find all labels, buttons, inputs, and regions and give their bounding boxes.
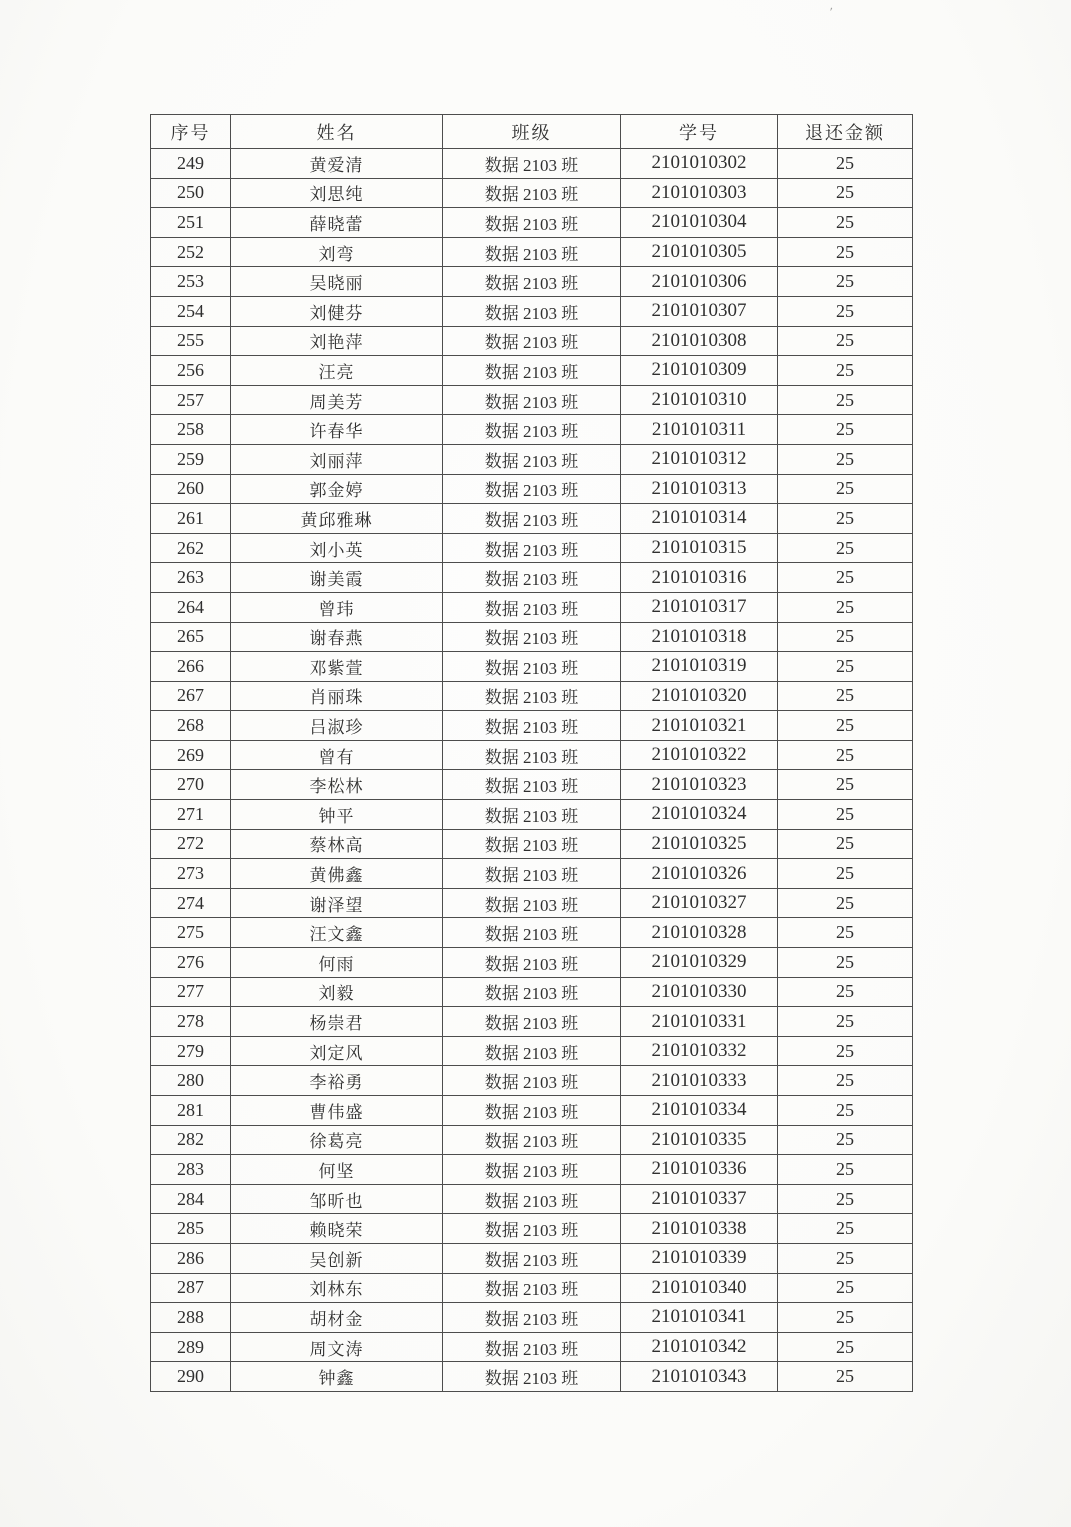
cell-seq: 281 — [151, 1096, 231, 1126]
cell-name: 刘毅 — [231, 977, 443, 1007]
cell-student-id: 2101010322 — [621, 740, 778, 770]
cell-seq: 252 — [151, 237, 231, 267]
cell-student-id: 2101010306 — [621, 267, 778, 297]
cell-amount: 25 — [778, 444, 913, 474]
cell-class: 数据 2103 班 — [443, 208, 621, 238]
cell-student-id: 2101010325 — [621, 829, 778, 859]
table-row — [151, 829, 913, 859]
cell-seq: 255 — [151, 326, 231, 356]
cell-name: 胡材金 — [231, 1303, 443, 1333]
cell-seq: 267 — [151, 681, 231, 711]
cell-amount: 25 — [778, 859, 913, 889]
column-header-name: 姓名 — [231, 115, 443, 149]
table-row — [151, 1214, 913, 1244]
table-header-row — [151, 115, 913, 149]
cell-seq: 260 — [151, 474, 231, 504]
cell-name: 吴晓丽 — [231, 267, 443, 297]
table-row — [151, 356, 913, 386]
table-row — [151, 1066, 913, 1096]
cell-seq: 259 — [151, 444, 231, 474]
cell-name: 刘丽萍 — [231, 444, 443, 474]
cell-student-id: 2101010305 — [621, 237, 778, 267]
cell-class: 数据 2103 班 — [443, 237, 621, 267]
table-row — [151, 474, 913, 504]
cell-amount: 25 — [778, 1303, 913, 1333]
cell-amount: 25 — [778, 918, 913, 948]
cell-name: 吕淑珍 — [231, 711, 443, 741]
cell-amount: 25 — [778, 1184, 913, 1214]
cell-name: 刘弯 — [231, 237, 443, 267]
cell-class: 数据 2103 班 — [443, 1273, 621, 1303]
table-row — [151, 237, 913, 267]
cell-amount: 25 — [778, 296, 913, 326]
cell-seq: 287 — [151, 1273, 231, 1303]
cell-name: 蔡林高 — [231, 829, 443, 859]
cell-amount: 25 — [778, 1036, 913, 1066]
table-row — [151, 592, 913, 622]
table-row — [151, 918, 913, 948]
table-row — [151, 1036, 913, 1066]
cell-class: 数据 2103 班 — [443, 1096, 621, 1126]
cell-class: 数据 2103 班 — [443, 770, 621, 800]
cell-seq: 283 — [151, 1155, 231, 1185]
cell-seq: 263 — [151, 563, 231, 593]
cell-class: 数据 2103 班 — [443, 385, 621, 415]
cell-class: 数据 2103 班 — [443, 652, 621, 682]
cell-student-id: 2101010317 — [621, 592, 778, 622]
cell-student-id: 2101010342 — [621, 1332, 778, 1362]
cell-seq: 261 — [151, 504, 231, 534]
cell-amount: 25 — [778, 711, 913, 741]
cell-seq: 290 — [151, 1362, 231, 1392]
table-row — [151, 740, 913, 770]
table-row — [151, 652, 913, 682]
cell-amount: 25 — [778, 1273, 913, 1303]
cell-amount: 25 — [778, 740, 913, 770]
cell-amount: 25 — [778, 1332, 913, 1362]
table-row — [151, 296, 913, 326]
cell-student-id: 2101010307 — [621, 296, 778, 326]
cell-seq: 254 — [151, 296, 231, 326]
cell-name: 刘小英 — [231, 533, 443, 563]
cell-class: 数据 2103 班 — [443, 415, 621, 445]
cell-name: 许春华 — [231, 415, 443, 445]
table-row — [151, 1362, 913, 1392]
cell-student-id: 2101010309 — [621, 356, 778, 386]
cell-seq: 265 — [151, 622, 231, 652]
cell-seq: 276 — [151, 948, 231, 978]
cell-name: 李裕勇 — [231, 1066, 443, 1096]
table-row — [151, 533, 913, 563]
cell-name: 谢泽望 — [231, 888, 443, 918]
cell-class: 数据 2103 班 — [443, 444, 621, 474]
cell-seq: 286 — [151, 1243, 231, 1273]
cell-seq: 272 — [151, 829, 231, 859]
cell-seq: 284 — [151, 1184, 231, 1214]
cell-name: 薛晓蕾 — [231, 208, 443, 238]
cell-student-id: 2101010329 — [621, 948, 778, 978]
table-row — [151, 385, 913, 415]
table-row — [151, 977, 913, 1007]
cell-amount: 25 — [778, 888, 913, 918]
cell-student-id: 2101010314 — [621, 504, 778, 534]
cell-seq: 270 — [151, 770, 231, 800]
cell-student-id: 2101010304 — [621, 208, 778, 238]
cell-name: 谢美霞 — [231, 563, 443, 593]
table-row — [151, 1243, 913, 1273]
cell-seq: 269 — [151, 740, 231, 770]
cell-student-id: 2101010303 — [621, 178, 778, 208]
cell-seq: 271 — [151, 800, 231, 830]
cell-seq: 274 — [151, 888, 231, 918]
cell-seq: 253 — [151, 267, 231, 297]
scan-artifact-speck: ' — [826, 4, 834, 20]
table-row — [151, 178, 913, 208]
cell-name: 刘健芬 — [231, 296, 443, 326]
cell-class: 数据 2103 班 — [443, 740, 621, 770]
cell-name: 汪文鑫 — [231, 918, 443, 948]
cell-seq: 278 — [151, 1007, 231, 1037]
cell-seq: 277 — [151, 977, 231, 1007]
cell-amount: 25 — [778, 800, 913, 830]
cell-class: 数据 2103 班 — [443, 356, 621, 386]
cell-name: 杨崇君 — [231, 1007, 443, 1037]
cell-name: 肖丽珠 — [231, 681, 443, 711]
cell-class: 数据 2103 班 — [443, 1125, 621, 1155]
cell-student-id: 2101010316 — [621, 563, 778, 593]
table-row — [151, 415, 913, 445]
cell-amount: 25 — [778, 977, 913, 1007]
cell-student-id: 2101010311 — [621, 415, 778, 445]
cell-seq: 279 — [151, 1036, 231, 1066]
cell-amount: 25 — [778, 681, 913, 711]
cell-student-id: 2101010335 — [621, 1125, 778, 1155]
cell-amount: 25 — [778, 1362, 913, 1392]
cell-class: 数据 2103 班 — [443, 918, 621, 948]
table-row — [151, 1096, 913, 1126]
column-header-student-id: 学号 — [621, 115, 778, 149]
table-row — [151, 859, 913, 889]
cell-name: 刘艳萍 — [231, 326, 443, 356]
cell-class: 数据 2103 班 — [443, 296, 621, 326]
cell-seq: 264 — [151, 592, 231, 622]
cell-class: 数据 2103 班 — [443, 592, 621, 622]
table-row — [151, 622, 913, 652]
table-row — [151, 800, 913, 830]
cell-amount: 25 — [778, 149, 913, 179]
cell-amount: 25 — [778, 1214, 913, 1244]
cell-amount: 25 — [778, 1125, 913, 1155]
cell-amount: 25 — [778, 237, 913, 267]
student-refund-table — [150, 114, 913, 1392]
cell-class: 数据 2103 班 — [443, 948, 621, 978]
cell-amount: 25 — [778, 385, 913, 415]
cell-amount: 25 — [778, 1155, 913, 1185]
cell-amount: 25 — [778, 770, 913, 800]
cell-amount: 25 — [778, 1243, 913, 1273]
cell-name: 曾玮 — [231, 592, 443, 622]
cell-class: 数据 2103 班 — [443, 711, 621, 741]
cell-name: 何坚 — [231, 1155, 443, 1185]
cell-amount: 25 — [778, 829, 913, 859]
cell-seq: 262 — [151, 533, 231, 563]
cell-amount: 25 — [778, 592, 913, 622]
table-row — [151, 208, 913, 238]
cell-student-id: 2101010312 — [621, 444, 778, 474]
cell-class: 数据 2103 班 — [443, 504, 621, 534]
cell-student-id: 2101010333 — [621, 1066, 778, 1096]
table-row — [151, 711, 913, 741]
cell-amount: 25 — [778, 267, 913, 297]
cell-amount: 25 — [778, 474, 913, 504]
cell-student-id: 2101010340 — [621, 1273, 778, 1303]
table-row — [151, 681, 913, 711]
cell-student-id: 2101010332 — [621, 1036, 778, 1066]
cell-class: 数据 2103 班 — [443, 829, 621, 859]
table-row — [151, 563, 913, 593]
cell-student-id: 2101010326 — [621, 859, 778, 889]
cell-name: 黄佛鑫 — [231, 859, 443, 889]
cell-student-id: 2101010302 — [621, 149, 778, 179]
cell-name: 黄爱清 — [231, 149, 443, 179]
cell-seq: 257 — [151, 385, 231, 415]
cell-student-id: 2101010321 — [621, 711, 778, 741]
cell-class: 数据 2103 班 — [443, 1066, 621, 1096]
cell-name: 刘思纯 — [231, 178, 443, 208]
cell-class: 数据 2103 班 — [443, 533, 621, 563]
cell-name: 邹昕也 — [231, 1184, 443, 1214]
cell-student-id: 2101010343 — [621, 1362, 778, 1392]
table-row — [151, 504, 913, 534]
cell-student-id: 2101010339 — [621, 1243, 778, 1273]
cell-name: 李松林 — [231, 770, 443, 800]
cell-class: 数据 2103 班 — [443, 1243, 621, 1273]
cell-student-id: 2101010315 — [621, 533, 778, 563]
cell-seq: 285 — [151, 1214, 231, 1244]
table-row — [151, 1303, 913, 1333]
cell-amount: 25 — [778, 356, 913, 386]
table-body — [151, 149, 913, 1392]
cell-name: 汪亮 — [231, 356, 443, 386]
cell-class: 数据 2103 班 — [443, 1155, 621, 1185]
cell-seq: 250 — [151, 178, 231, 208]
cell-seq: 275 — [151, 918, 231, 948]
cell-student-id: 2101010330 — [621, 977, 778, 1007]
cell-name: 吴创新 — [231, 1243, 443, 1273]
cell-name: 刘林东 — [231, 1273, 443, 1303]
cell-seq: 280 — [151, 1066, 231, 1096]
cell-class: 数据 2103 班 — [443, 267, 621, 297]
cell-name: 何雨 — [231, 948, 443, 978]
cell-amount: 25 — [778, 178, 913, 208]
cell-student-id: 2101010308 — [621, 326, 778, 356]
cell-name: 邓紫萱 — [231, 652, 443, 682]
cell-student-id: 2101010323 — [621, 770, 778, 800]
cell-student-id: 2101010334 — [621, 1096, 778, 1126]
cell-amount: 25 — [778, 504, 913, 534]
cell-name: 谢春燕 — [231, 622, 443, 652]
cell-name: 徐葛亮 — [231, 1125, 443, 1155]
cell-class: 数据 2103 班 — [443, 178, 621, 208]
table-row — [151, 1155, 913, 1185]
cell-amount: 25 — [778, 1096, 913, 1126]
cell-student-id: 2101010336 — [621, 1155, 778, 1185]
table-row — [151, 1184, 913, 1214]
cell-name: 钟平 — [231, 800, 443, 830]
cell-amount: 25 — [778, 326, 913, 356]
table-row — [151, 888, 913, 918]
cell-seq: 249 — [151, 149, 231, 179]
cell-name: 郭金婷 — [231, 474, 443, 504]
table-row — [151, 770, 913, 800]
cell-student-id: 2101010318 — [621, 622, 778, 652]
cell-name: 周文涛 — [231, 1332, 443, 1362]
column-header-seq: 序号 — [151, 115, 231, 149]
cell-student-id: 2101010328 — [621, 918, 778, 948]
cell-name: 黄邱雅琳 — [231, 504, 443, 534]
cell-class: 数据 2103 班 — [443, 326, 621, 356]
cell-amount: 25 — [778, 563, 913, 593]
cell-amount: 25 — [778, 948, 913, 978]
cell-name: 曾有 — [231, 740, 443, 770]
cell-amount: 25 — [778, 208, 913, 238]
cell-seq: 256 — [151, 356, 231, 386]
cell-name: 周美芳 — [231, 385, 443, 415]
cell-class: 数据 2103 班 — [443, 977, 621, 1007]
cell-class: 数据 2103 班 — [443, 888, 621, 918]
cell-seq: 268 — [151, 711, 231, 741]
cell-class: 数据 2103 班 — [443, 1362, 621, 1392]
table-row — [151, 326, 913, 356]
cell-student-id: 2101010338 — [621, 1214, 778, 1244]
table-row — [151, 1007, 913, 1037]
cell-student-id: 2101010341 — [621, 1303, 778, 1333]
cell-class: 数据 2103 班 — [443, 1184, 621, 1214]
cell-student-id: 2101010337 — [621, 1184, 778, 1214]
cell-student-id: 2101010324 — [621, 800, 778, 830]
cell-seq: 251 — [151, 208, 231, 238]
cell-class: 数据 2103 班 — [443, 1007, 621, 1037]
cell-seq: 289 — [151, 1332, 231, 1362]
cell-amount: 25 — [778, 533, 913, 563]
cell-seq: 258 — [151, 415, 231, 445]
cell-name: 刘定风 — [231, 1036, 443, 1066]
cell-student-id: 2101010313 — [621, 474, 778, 504]
cell-student-id: 2101010320 — [621, 681, 778, 711]
table-row — [151, 1125, 913, 1155]
table-row — [151, 267, 913, 297]
cell-name: 曹伟盛 — [231, 1096, 443, 1126]
cell-class: 数据 2103 班 — [443, 149, 621, 179]
cell-class: 数据 2103 班 — [443, 474, 621, 504]
cell-class: 数据 2103 班 — [443, 1303, 621, 1333]
cell-class: 数据 2103 班 — [443, 1332, 621, 1362]
cell-seq: 266 — [151, 652, 231, 682]
cell-seq: 288 — [151, 1303, 231, 1333]
cell-amount: 25 — [778, 622, 913, 652]
cell-class: 数据 2103 班 — [443, 563, 621, 593]
cell-name: 赖晓荣 — [231, 1214, 443, 1244]
cell-student-id: 2101010319 — [621, 652, 778, 682]
cell-amount: 25 — [778, 1066, 913, 1096]
cell-seq: 282 — [151, 1125, 231, 1155]
table-row — [151, 948, 913, 978]
table-row — [151, 1273, 913, 1303]
cell-amount: 25 — [778, 652, 913, 682]
table-row — [151, 1332, 913, 1362]
cell-student-id: 2101010331 — [621, 1007, 778, 1037]
cell-name: 钟鑫 — [231, 1362, 443, 1392]
cell-student-id: 2101010310 — [621, 385, 778, 415]
cell-class: 数据 2103 班 — [443, 1214, 621, 1244]
column-header-amount: 退还金额 — [778, 115, 913, 149]
cell-class: 数据 2103 班 — [443, 859, 621, 889]
cell-class: 数据 2103 班 — [443, 622, 621, 652]
table-row — [151, 149, 913, 179]
column-header-class: 班级 — [443, 115, 621, 149]
cell-seq: 273 — [151, 859, 231, 889]
cell-class: 数据 2103 班 — [443, 681, 621, 711]
cell-class: 数据 2103 班 — [443, 800, 621, 830]
cell-student-id: 2101010327 — [621, 888, 778, 918]
cell-amount: 25 — [778, 1007, 913, 1037]
cell-class: 数据 2103 班 — [443, 1036, 621, 1066]
table-row — [151, 444, 913, 474]
cell-amount: 25 — [778, 415, 913, 445]
